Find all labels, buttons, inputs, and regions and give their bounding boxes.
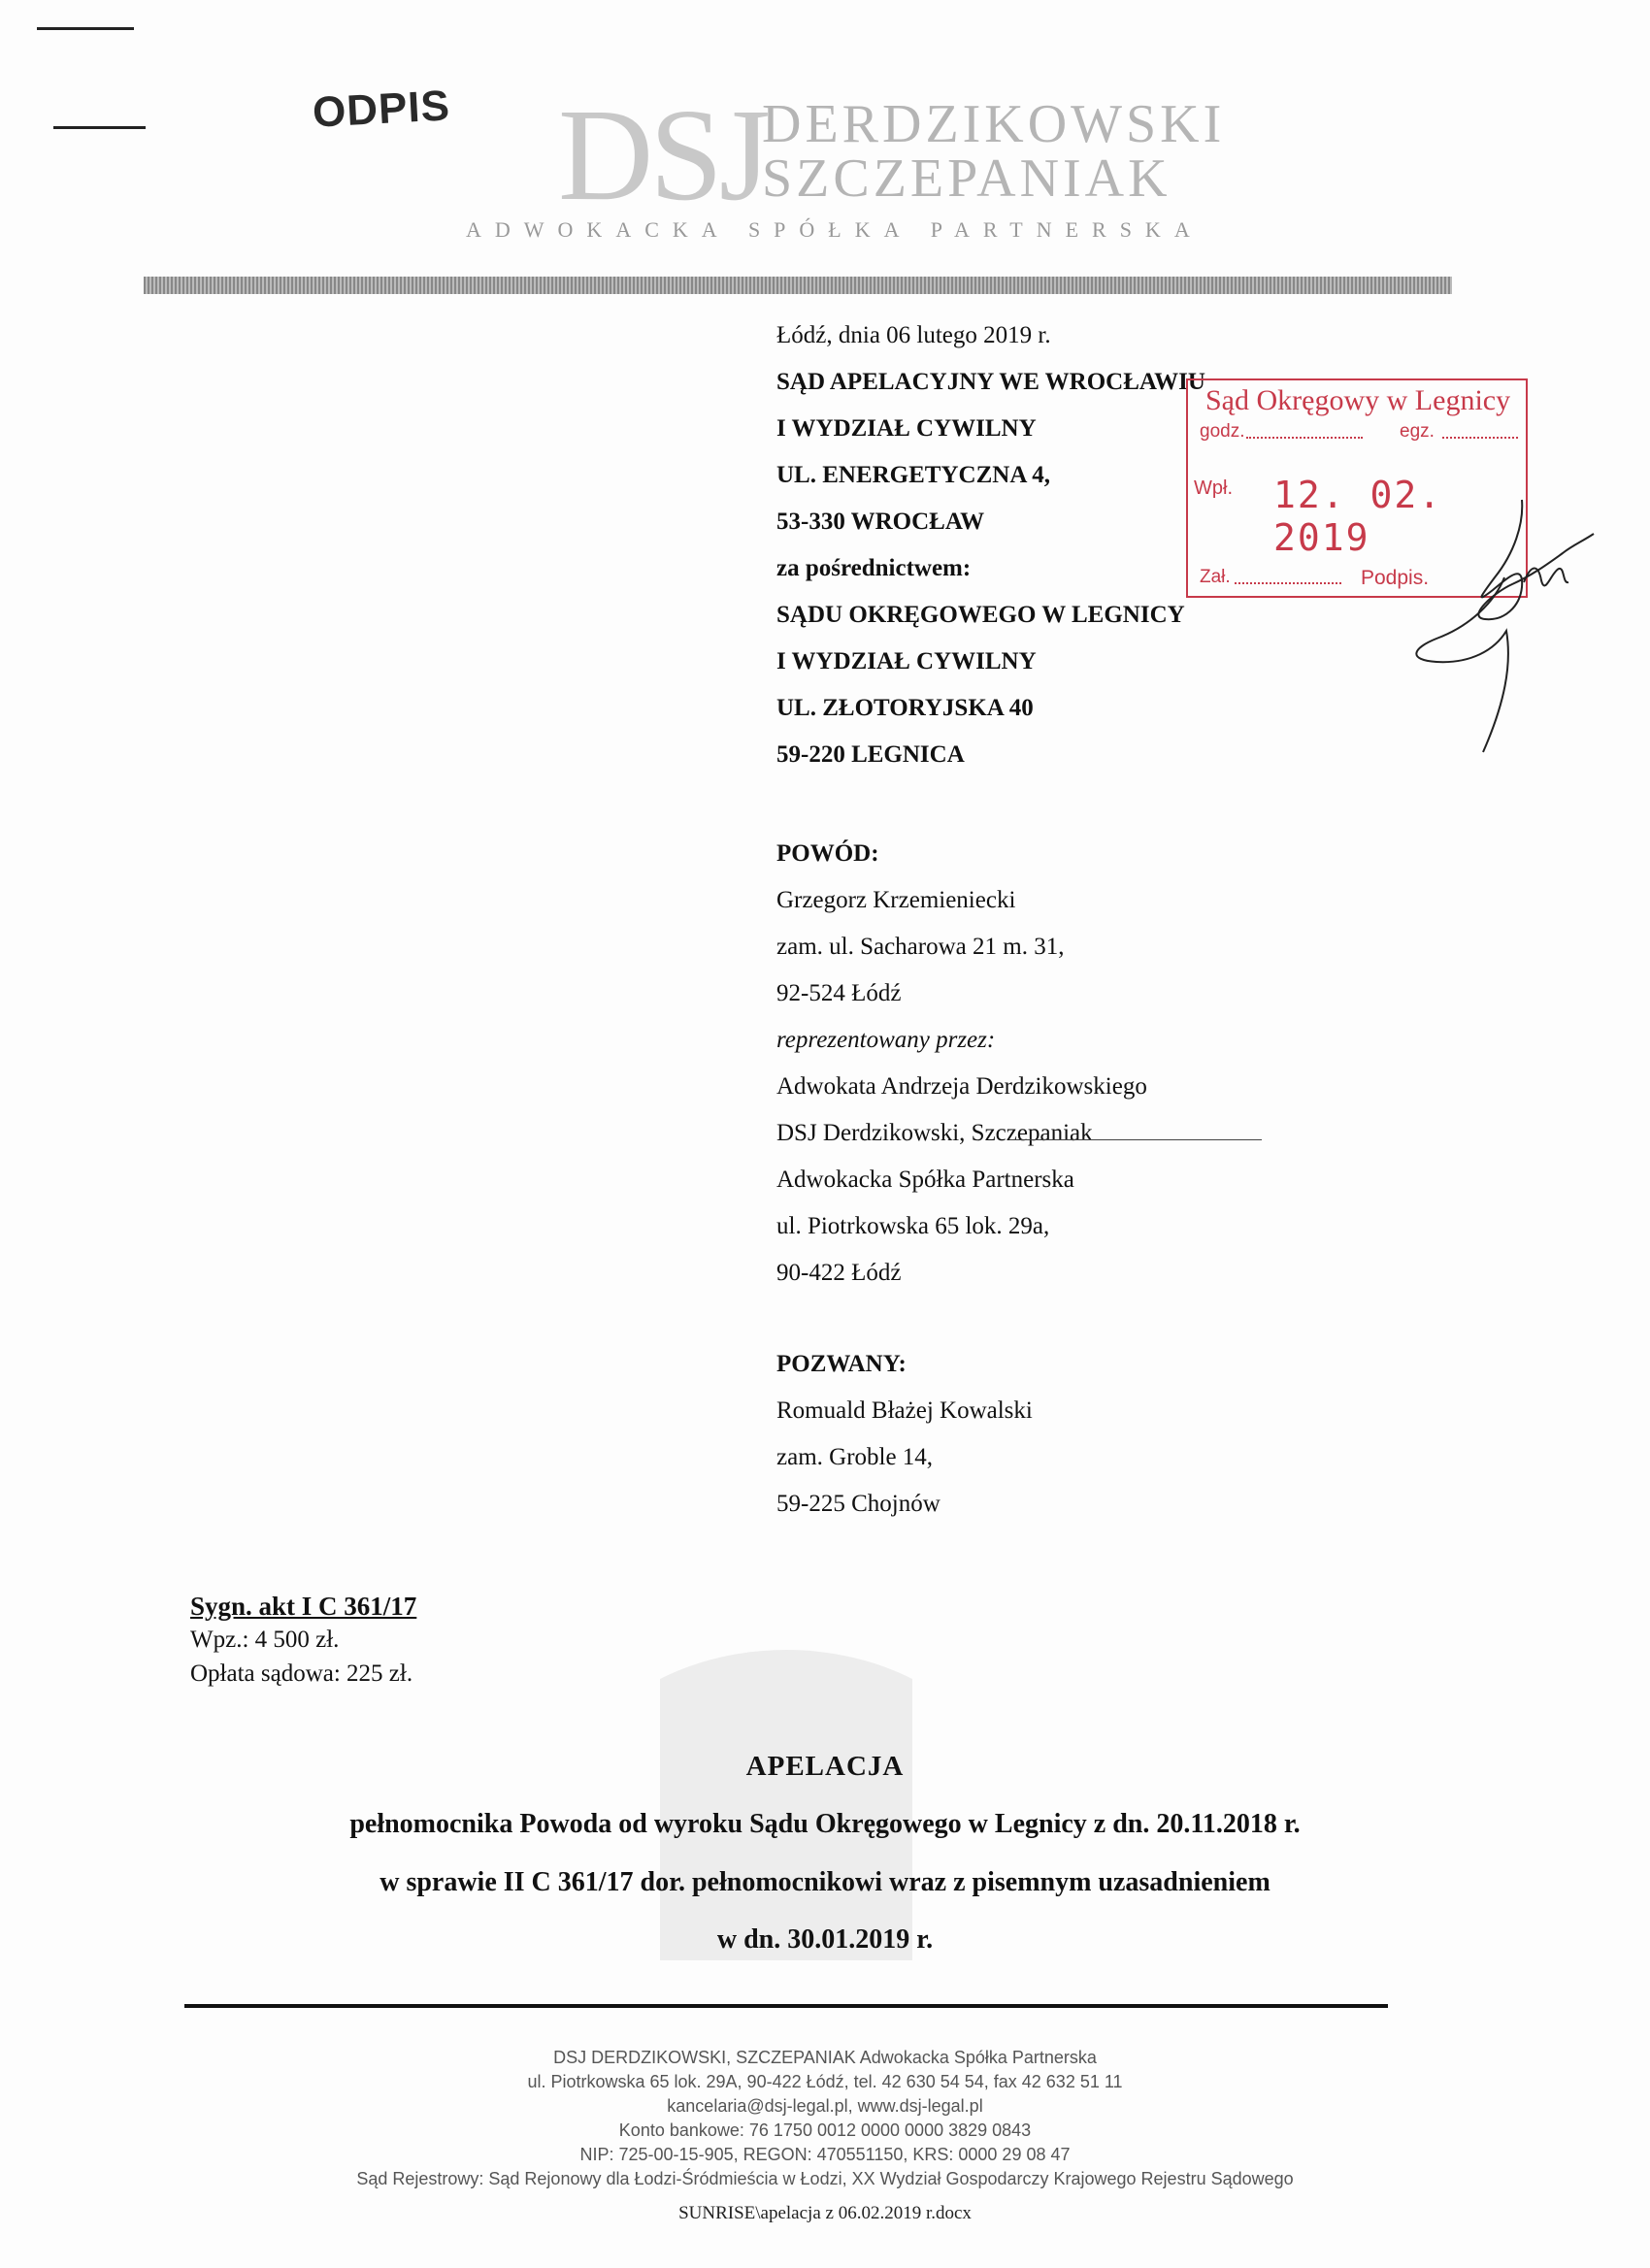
firm-name-line1: DERDZIKOWSKI bbox=[762, 94, 1226, 154]
plaintiff-address1: zam. ul. Sacharowa 21 m. 31, bbox=[776, 934, 1065, 960]
footer-line6: Sąd Rejestrowy: Sąd Rejonowy dla Łodzi-Śródmieścia w Łodzi, XX Wydział Gospodarczy Krajowego Rejestru Sądowego bbox=[356, 2169, 1294, 2188]
court-via-line3: UL. ZŁOTORYJSKA 40 bbox=[776, 695, 1034, 721]
footer-line4: Konto bankowe: 76 1750 0012 0000 0000 3829 0843 bbox=[618, 2120, 1032, 2140]
defendant-label: POZWANY: bbox=[776, 1351, 907, 1377]
defendant-address1: zam. Groble 14, bbox=[776, 1444, 934, 1470]
stamp-godz: godz. bbox=[1200, 421, 1245, 442]
stamp-wpl: Wpł. bbox=[1194, 477, 1233, 499]
document-title: APELACJA bbox=[745, 1751, 905, 1782]
firm-name-line2: SZCZEPANIAK bbox=[762, 148, 1172, 209]
footer-line5: NIP: 725-00-15-905, REGON: 470551150, KRS: 0000 29 08 47 bbox=[579, 2145, 1071, 2164]
court-via-line1: SĄDU OKRĘGOWEGO W LEGNICY bbox=[776, 602, 1185, 628]
stamp-date: 12. 02. 2019 bbox=[1273, 474, 1443, 559]
scan-line bbox=[1009, 1139, 1262, 1140]
court-to-line2: I WYDZIAŁ CYWILNY bbox=[776, 415, 1037, 442]
firm-name-line3: ADWOKACKA SPÓŁKA PARTNERSKA bbox=[466, 217, 1204, 242]
document-subtitle-line3: w dn. 30.01.2019 r. bbox=[716, 1924, 934, 1955]
rep-firm1: DSJ Derdzikowski, Szczepaniak bbox=[776, 1120, 1093, 1146]
court-via-line4: 59-220 LEGNICA bbox=[776, 741, 965, 768]
via-label: za pośrednictwem: bbox=[776, 555, 972, 581]
rep-address2: 90-422 Łódź bbox=[776, 1260, 902, 1286]
file-path: SUNRISE\apelacja z 06.02.2019 r.docx bbox=[678, 2203, 972, 2223]
footer-line3: kancelaria@dsj-legal.pl, www.dsj-legal.pl bbox=[667, 2096, 983, 2116]
defendant-name: Romuald Błażej Kowalski bbox=[776, 1397, 1033, 1424]
scan-mark-top bbox=[37, 27, 134, 30]
stamp-dots bbox=[1246, 437, 1363, 439]
handwritten-signature bbox=[1378, 495, 1611, 767]
document-subtitle-line1: pełnomocnika Powoda od wyroku Sądu Okręgowego w Legnicy z dn. 20.11.2018 r. bbox=[349, 1809, 1301, 1839]
stamp-dots bbox=[1442, 437, 1518, 439]
rep-firm2: Adwokacka Spółka Partnerska bbox=[776, 1167, 1074, 1193]
court-fee: Opłata sądowa: 225 zł. bbox=[190, 1660, 413, 1687]
rep-name: Adwokata Andrzeja Derdzikowskiego bbox=[776, 1073, 1147, 1100]
claim-value: Wpz.: 4 500 zł. bbox=[190, 1627, 340, 1653]
plaintiff-address2: 92-524 Łódź bbox=[776, 980, 902, 1006]
court-via-line2: I WYDZIAŁ CYWILNY bbox=[776, 648, 1037, 674]
stamp-egz: egz. bbox=[1400, 421, 1435, 442]
represented-by: reprezentowany przez: bbox=[776, 1027, 996, 1053]
case-signature: Sygn. akt I C 361/17 bbox=[190, 1592, 417, 1621]
rep-address1: ul. Piotrkowska 65 lok. 29a, bbox=[776, 1213, 1050, 1239]
document-subtitle-line2: w sprawie II C 361/17 dor. pełnomocnikowi wraz z pisemnym uzasadnieniem bbox=[380, 1867, 1270, 1897]
footer-block bbox=[0, 2046, 1650, 2191]
footer-divider bbox=[184, 2004, 1388, 2008]
place-date: Łódź, dnia 06 lutego 2019 r. bbox=[776, 322, 1051, 348]
stamp-zal: Zał. bbox=[1200, 567, 1231, 587]
stamp-dots bbox=[1235, 582, 1341, 584]
court-to-line3: UL. ENERGETYCZNA 4, bbox=[776, 462, 1050, 488]
footer-line2: ul. Piotrkowska 65 lok. 29A, 90-422 Łódź, tel. 42 630 54 54, fax 42 632 51 11 bbox=[527, 2072, 1123, 2091]
odpis-stamp: ODPIS bbox=[311, 82, 452, 137]
plaintiff-name: Grzegorz Krzemieniecki bbox=[776, 887, 1016, 913]
footer-line1: DSJ DERDZIKOWSKI, SZCZEPANIAK Adwokacka Spółka Partnerska bbox=[553, 2048, 1097, 2067]
header-divider bbox=[144, 277, 1452, 294]
dsj-logo: DSJ bbox=[558, 82, 767, 228]
stamp-podpis: Podpis. bbox=[1361, 567, 1430, 589]
stamp-title: Sąd Okręgowy w Legnicy bbox=[1205, 384, 1511, 416]
defendant-address2: 59-225 Chojnów bbox=[776, 1491, 940, 1517]
court-to-line4: 53-330 WROCŁAW bbox=[776, 509, 985, 535]
scan-mark-second bbox=[53, 126, 146, 129]
plaintiff-label: POWÓD: bbox=[776, 840, 879, 867]
court-to-line1: SĄD APELACYJNY WE WROCŁAWIU bbox=[776, 369, 1205, 395]
